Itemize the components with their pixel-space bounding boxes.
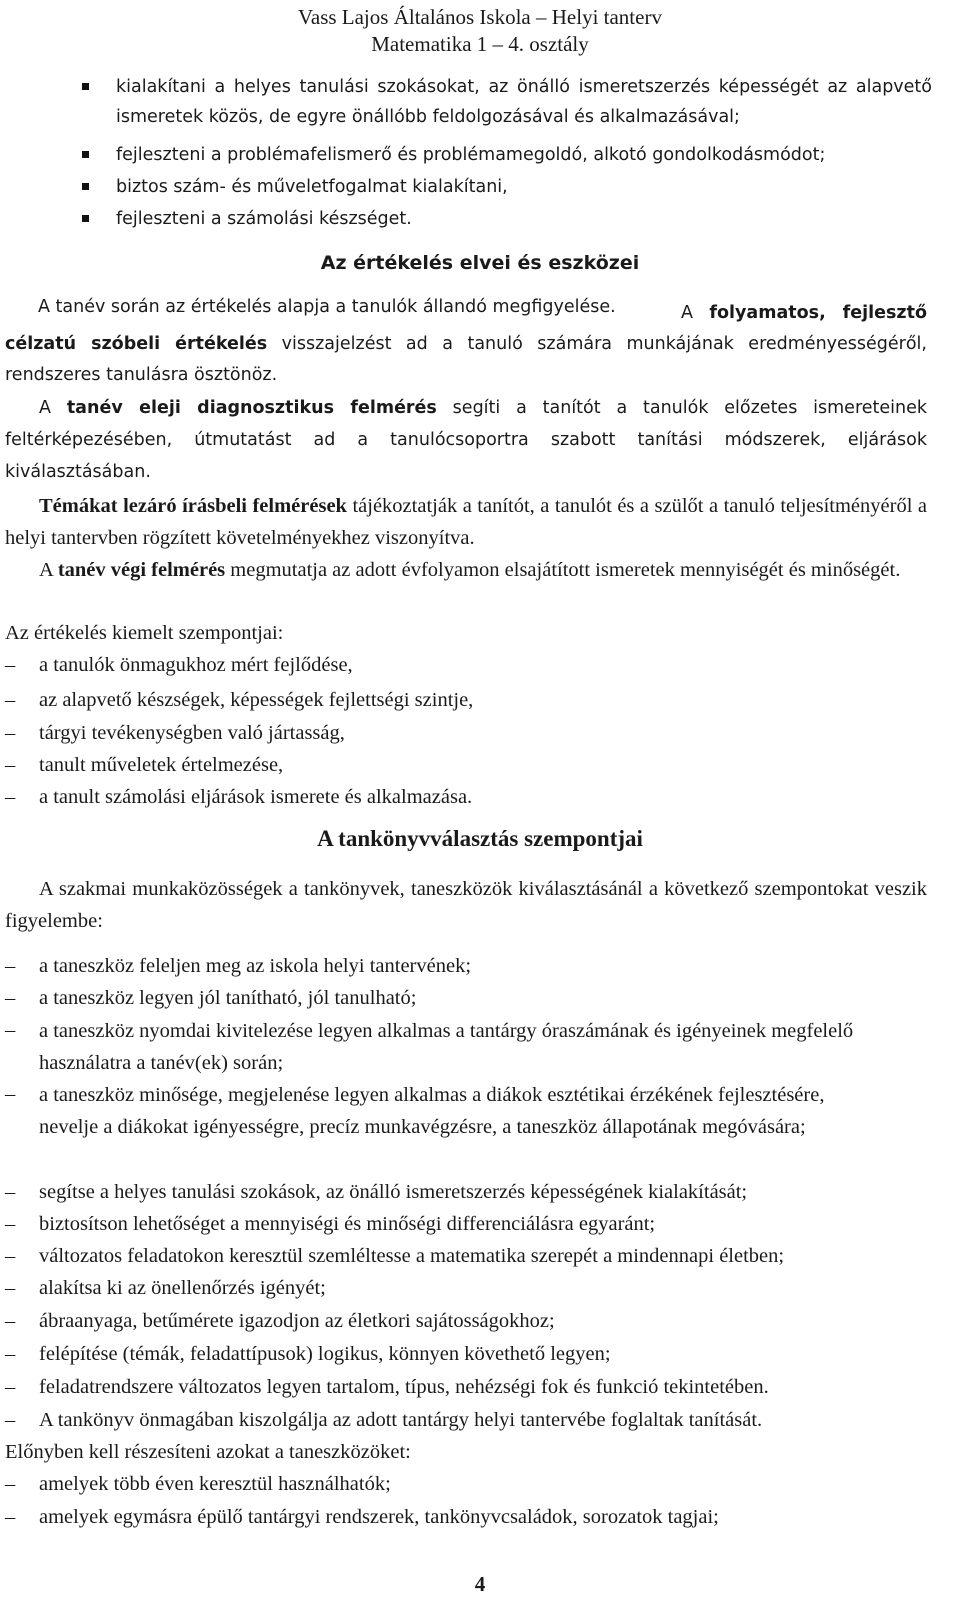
dash-bullet-icon: – xyxy=(5,1310,16,1332)
dash-bullet-icon: – xyxy=(5,786,16,808)
dash-bullet-icon: – xyxy=(5,722,16,744)
dash-bullet-icon: – xyxy=(5,1245,16,1267)
list-item: – a taneszköz legyen jól tanítható, jól tanulható; xyxy=(5,983,927,1013)
square-bullet-icon xyxy=(82,215,89,222)
dash-bullet-icon: – xyxy=(5,1213,16,1235)
list-item: – feladatrendszere változatos legyen tartalom, típus, nehézségi fok és funkció tekintetében. xyxy=(5,1372,927,1402)
page-header xyxy=(0,0,960,58)
dash-bullet-icon: – xyxy=(5,1019,16,1041)
header-school: Vass Lajos Általános Iskola – Helyi tanterv xyxy=(298,5,662,29)
dash-bullet-icon: – xyxy=(5,1083,16,1105)
list-item: kialakítani a helyes tanulási szokásokat, az önálló ismeretszerzés képességét az alapvető ismeretek közös, de egyre önállóbb feldolgozásával és alkalmazásával; xyxy=(82,72,932,132)
dash-bullet-icon: – xyxy=(5,987,16,1009)
square-bullet-icon xyxy=(82,151,89,158)
paragraph: A tanév során az értékelés alapja a tanulók állandó megfigyelése. xyxy=(38,297,616,317)
square-bullet-icon xyxy=(82,183,89,190)
dash-bullet-icon: – xyxy=(5,654,16,676)
dash-bullet-icon: – xyxy=(5,1409,16,1431)
list-item: – biztosítson lehetőséget a mennyiségi és minőségi differenciálásra egyaránt; xyxy=(5,1209,927,1239)
page-number: 4 xyxy=(474,1572,486,1596)
section-title: Az értékelés elvei és eszközei xyxy=(320,252,640,274)
list-item: – az alapvető készségek, képességek fejlettségi szintje, xyxy=(5,685,927,715)
prefer-intro: Előnyben kell részesíteni azokat a taneszközöket: xyxy=(5,1441,411,1463)
paragraph-summative: Témákat lezáró írásbeli felmérések tájékoztatják a tanítót, a tanulót és a szülőt a tanuló teljesítményéről a helyi tantervben rögzített követelményekhez viszonyítva. xyxy=(5,495,927,549)
list-item: – A tankönyv önmagában kiszolgálja az adott tantárgy helyi tantervébe foglaltak tanítását. xyxy=(5,1405,927,1435)
paragraph-diagnostic: A tanév eleji diagnosztikus felmérés segíti a tanítót a tanulók előzetes ismereteinek feltérképezésében, útmutatást ad a tanulócsoportra szabott tanítási módszerek, eljárások kiválasztásában. xyxy=(5,398,927,482)
list-item: – változatos feladatokon keresztül szemléltesse a matematika szerepét a mindennapi életben; xyxy=(5,1241,927,1271)
list-item: – a taneszköz nyomdai kivitelezése legyen alkalmas a tantárgy óraszámának és igényeinek megfelelő használatra a tanév(ek) során; xyxy=(5,1015,927,1079)
section-title: A tankönyvválasztás szempontjai xyxy=(317,826,643,851)
square-bullet-icon xyxy=(82,83,89,90)
criteria-intro: Az értékelés kiemelt szempontjai: xyxy=(5,622,284,644)
list-item: – alakítsa ki az önellenőrzés igényét; xyxy=(5,1273,927,1303)
list-item: – amelyek több éven keresztül használhatók; xyxy=(5,1469,927,1499)
dash-bullet-icon: – xyxy=(5,1343,16,1365)
dash-bullet-icon: – xyxy=(5,689,16,711)
list-item: fejleszteni a számolási készséget. xyxy=(82,204,932,234)
list-item: – amelyek egymásra épülő tantárgyi rendszerek, tankönyvcsaládok, sorozatok tagjai; xyxy=(5,1502,927,1532)
dash-bullet-icon: – xyxy=(5,1181,16,1203)
list-item: – felépítése (témák, feladattípusok) logikus, könnyen követhető legyen; xyxy=(5,1339,927,1369)
list-item: – a tanult számolási eljárások ismerete és alkalmazása. xyxy=(5,782,927,812)
list-item: – tárgyi tevékenységben való jártasság, xyxy=(5,718,927,748)
list-item: – a tanulók önmagukhoz mért fejlődése, xyxy=(5,650,927,680)
paragraph-intro: A szakmai munkaközösségek a tankönyvek, taneszközök kiválasztásánál a következő szempontokat veszik figyelembe: xyxy=(5,878,927,932)
list-item: – tanult műveletek értelmezése, xyxy=(5,750,927,780)
dash-bullet-icon: – xyxy=(5,955,16,977)
list-item: – a taneszköz minősége, megjelenése legyen alkalmas a diákok esztétikai érzékének fejlesztésére, nevelje a diákokat igényességre, precíz munkavégzésre, a taneszköz állapotának megóvására; xyxy=(5,1079,927,1143)
dash-bullet-icon: – xyxy=(5,1277,16,1299)
list-item: – ábraanyaga, betűmérete igazodjon az életkori sajátosságokhoz; xyxy=(5,1306,927,1336)
list-item: – a taneszköz feleljen meg az iskola helyi tantervének; xyxy=(5,951,927,981)
paragraph-formative-text: A folyamatos, fejlesztő célzatú szóbeli értékelés visszajelzést ad a tanuló számára munkájának eredményességéről, rendszeres tanulásra ösztönöz. xyxy=(5,303,927,385)
dash-bullet-icon: – xyxy=(5,1473,16,1495)
list-item: fejleszteni a problémafelismerő és problémamegoldó, alkotó gondolkodásmódot; xyxy=(82,140,932,170)
paragraph-final: A tanév végi felmérés megmutatja az adott évfolyamon elsajátított ismeretek mennyiségét és minőségét. xyxy=(39,559,901,581)
dash-bullet-icon: – xyxy=(5,1376,16,1398)
list-item: – segítse a helyes tanulási szokások, az önálló ismeretszerzés képességének kialakítását; xyxy=(5,1177,927,1207)
dash-bullet-icon: – xyxy=(5,1506,16,1528)
dash-bullet-icon: – xyxy=(5,754,16,776)
list-item: biztos szám- és műveletfogalmat kialakítani, xyxy=(82,172,932,202)
header-subject: Matematika 1 – 4. osztály xyxy=(371,32,589,56)
